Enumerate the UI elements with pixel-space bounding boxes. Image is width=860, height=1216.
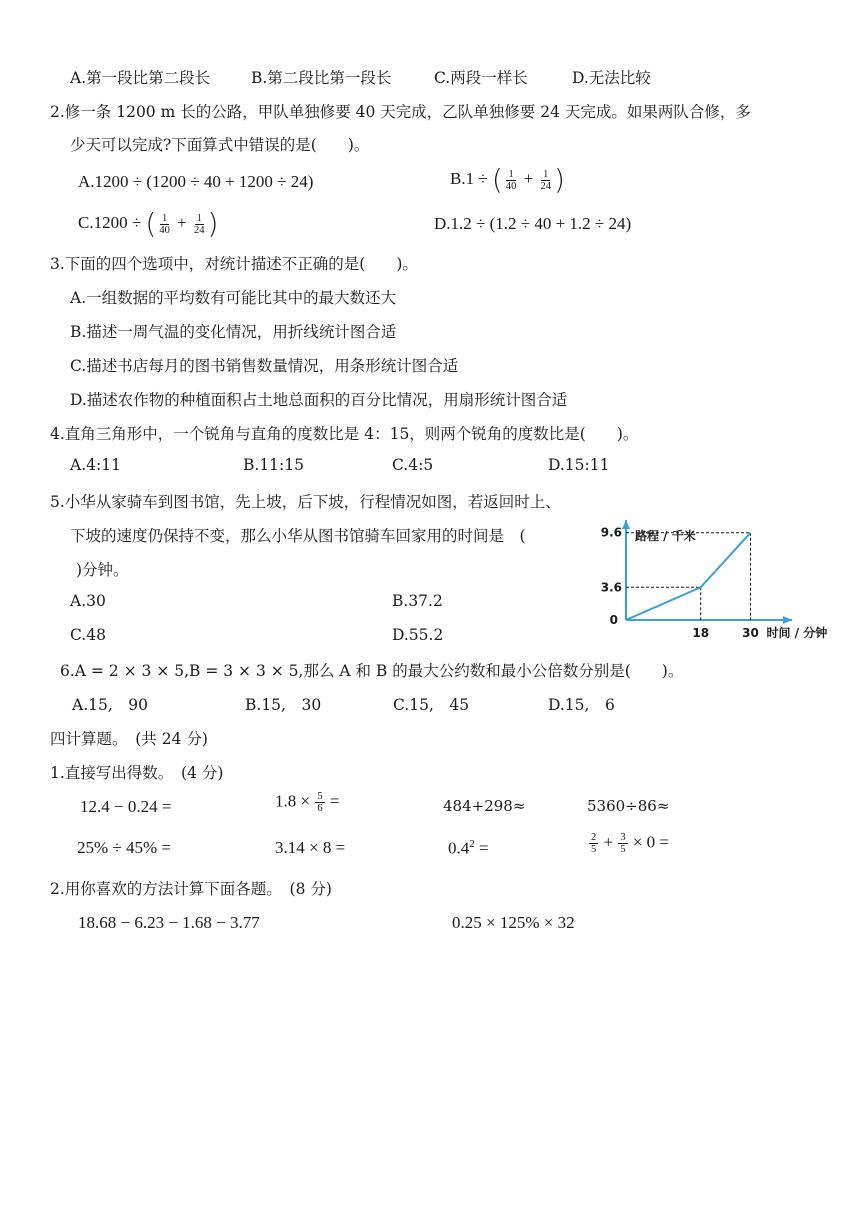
q2-option-c: C.1200 ÷ ( $\frac{1}{40}$ + $\frac{1}{24}$ ) <box>78 207 219 240</box>
calc2-expr-2: 0.25 × 125% × 32 <box>452 913 575 932</box>
plus-sign: + <box>177 212 187 232</box>
plus-sign: + <box>523 168 534 188</box>
q3-option-a: A.一组数据的平均数有可能比其中的最大数还大 <box>70 289 397 307</box>
calc1-expr-1: 12.4 − 0.24 = <box>80 797 172 816</box>
fraction-numerator: 1 <box>543 168 549 180</box>
q5-option-b: B.37.2 <box>392 592 443 610</box>
y-tick-label: 0 <box>609 613 618 627</box>
q2-stem-line1: 2.修一条 1200 m 长的公路，甲队单独修要 40 天完成，乙队单独修要 24 天完成。如果两队合修，多 <box>50 103 751 121</box>
fraction-denominator: 6 <box>317 803 323 814</box>
fraction-numerator: 1 <box>196 212 202 224</box>
fraction-numerator: 3 <box>620 832 626 843</box>
q1-option-a: A.第一段比第二段长 <box>70 69 211 87</box>
q1-option-c: C.两段一样长 <box>434 69 528 87</box>
expr-suffix: × 0 = <box>632 832 670 852</box>
calc1-expr-4: 5360÷86≈ <box>587 797 670 815</box>
calc1-expr-7 <box>448 838 489 859</box>
y-tick-label: 3.6 <box>600 580 622 595</box>
expr-prefix: 1.8 × <box>275 791 311 811</box>
q6-option-b: B.15, 30 <box>245 696 322 714</box>
calc1-expr-6: 3.14 × 8 = <box>275 838 346 857</box>
q2-option-b-prefix: B.1 ÷ <box>450 168 488 188</box>
q6-option-d: D.15, 6 <box>548 696 615 714</box>
fraction-numerator: 2 <box>591 832 597 843</box>
calc1-expr-3: 484+298≈ <box>443 797 526 815</box>
fraction-numerator: 1 <box>508 168 514 180</box>
q4-option-a: A.4:11 <box>70 456 121 474</box>
series-line <box>626 533 751 620</box>
q5-stem-line2: 下坡的速度仍保持不变，那么小华从图书馆骑车回家用的时间是 ( <box>70 527 526 545</box>
q5-option-d: D.55.2 <box>392 626 444 644</box>
q3-option-d: D.描述农作物的种植面积占土地总面积的百分比情况，用扇形统计图合适 <box>70 391 568 409</box>
x-tick-label: 30 <box>742 626 759 640</box>
q2-option-c-prefix: C.1200 ÷ <box>78 212 142 232</box>
fraction-denominator: 24 <box>540 180 551 192</box>
calc1-expr-2 <box>275 791 339 814</box>
y-tick-label: 9.6 <box>600 525 622 540</box>
power-base: 0.4 <box>448 838 470 858</box>
q1-option-d: D.无法比较 <box>572 69 651 87</box>
calc1-expr-5: 25% ÷ 45% = <box>77 838 171 857</box>
fraction-denominator: 24 <box>193 224 205 236</box>
q1-option-b: B.第二段比第一段长 <box>251 69 392 87</box>
y-axis-arrow-icon <box>622 520 630 529</box>
x-axis-label: 时间 / 分钟 <box>766 626 828 640</box>
fraction-numerator: 5 <box>317 791 323 802</box>
q3-option-c: C.描述书店每月的图书销售数量情况，用条形统计图合适 <box>70 357 459 375</box>
q5-option-a: A.30 <box>70 592 106 610</box>
equals-sign: = <box>329 791 340 811</box>
q4-option-d: D.15:11 <box>548 456 610 474</box>
q2-option-a: A.1200 ÷ (1200 ÷ 40 + 1200 ÷ 24) <box>78 172 314 191</box>
q4-option-b: B.11:15 <box>243 456 304 474</box>
section4-title: 四计算题。 (共 24 分) <box>50 730 208 748</box>
q6-stem: 6.A = 2 × 3 × 5,B = 3 × 3 × 5,那么 A 和 B 的最大公约数和最小公倍数分别是( )。 <box>60 662 684 680</box>
fraction-denominator: 40 <box>505 180 517 192</box>
q4-option-c: C.4:5 <box>392 456 434 474</box>
q3-option-b: B.描述一周气温的变化情况，用折线统计图合适 <box>70 323 397 341</box>
q2-option-b: B.1 ÷ ( $\frac{1}{40}$ + $\frac{1}{24}$ ) <box>450 163 565 196</box>
fraction-denominator: 5 <box>591 844 597 855</box>
plus-sign: + <box>603 832 614 852</box>
calc2-expr-1: 18.68 − 6.23 − 1.68 − 3.77 <box>78 913 260 932</box>
calc2-title: 2.用你喜欢的方法计算下面各题。 (8 分) <box>50 880 332 898</box>
distance-time-chart <box>594 512 828 642</box>
power-exponent: 2 <box>469 838 475 850</box>
q3-stem: 3.下面的四个选项中，对统计描述不正确的是( )。 <box>50 255 418 273</box>
q6-option-c: C.15, 45 <box>393 696 470 714</box>
q5-option-c: C.48 <box>70 626 106 644</box>
q2-option-d: D.1.2 ÷ (1.2 ÷ 40 + 1.2 ÷ 24) <box>434 214 632 233</box>
x-axis-arrow-icon <box>783 616 792 624</box>
fraction-denominator: 5 <box>620 844 626 855</box>
x-tick-label: 18 <box>692 626 710 640</box>
q5-stem-line3: )分钟。 <box>76 561 129 579</box>
y-axis-label: 路程 / 千米 <box>635 529 696 543</box>
equals-sign: = <box>479 838 489 858</box>
calc1-expr-8 <box>588 832 669 855</box>
calc1-title: 1.直接写出得数。 (4 分) <box>50 764 224 782</box>
fraction-denominator: 40 <box>159 224 170 236</box>
fraction-numerator: 1 <box>161 212 168 224</box>
q5-stem-line1: 5.小华从家骑车到图书馆，先上坡，后下坡，行程情况如图，若返回时上、 <box>50 493 561 511</box>
q4-stem: 4.直角三角形中，一个锐角与直角的度数比是 4：15，则两个锐角的度数比是( )。 <box>50 425 639 443</box>
q2-stem-line2: 少天可以完成?下面算式中错误的是( )。 <box>70 136 370 154</box>
q6-option-a: A.15, 90 <box>72 696 148 714</box>
